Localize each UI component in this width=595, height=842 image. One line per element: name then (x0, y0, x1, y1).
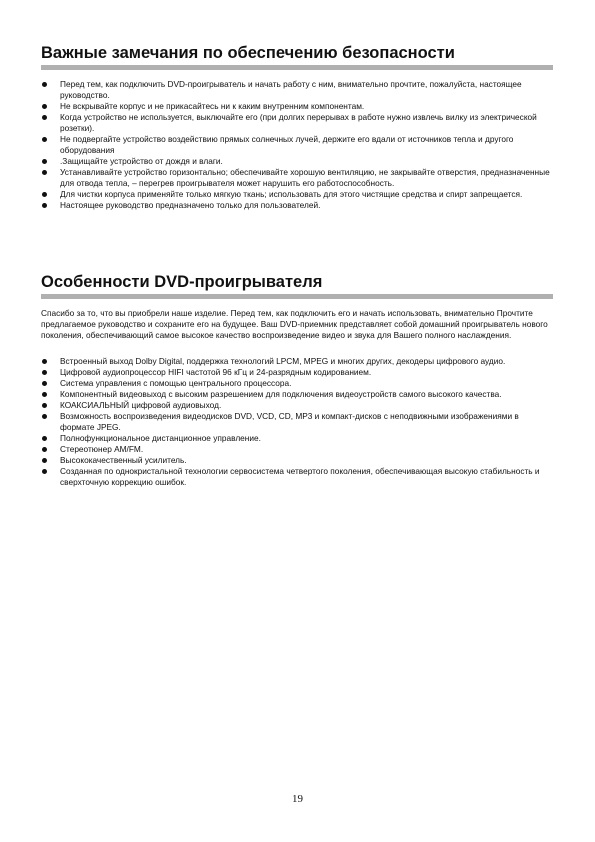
page-number: 19 (292, 793, 303, 805)
list-item: Перед тем, как подключить DVD-проигрыватель и начать работу с ним, внимательно прочтите, пожалуйста, настоящее руководство. (41, 79, 553, 101)
list-item: Для чистки корпуса применяйте только мягкую ткань; использовать для этого чистящие средства и спирт запрещается. (41, 189, 553, 200)
list-item: Возможность воспроизведения видеодисков DVD, VCD, CD, MP3 и компакт-дисков с неподвижными изображениями в формате JPEG. (41, 411, 553, 433)
features-section (41, 272, 553, 488)
list-item: Встроенный выход Dolby Digital, поддержка технологий LPCM, MPEG и многих других, декодеры цифрового аудио. (41, 356, 553, 367)
bullet-icon (42, 115, 47, 120)
features-intro: Спасибо за то, что вы приобрели наше изделие. Перед тем, как подключить его и начать использовать, внимательно Прочтите предлагаемое руководство и сохраните его на будущее. Ваш DVD-приемник представляет собой домашний проигрыватель нового поколения, обеспечивающий самое высокое качество воспроизведение видео и звука для Вашего полного наслаждения. (41, 308, 548, 340)
safety-heading: Важные замечания по обеспечению безопасности (41, 44, 455, 62)
bullet-icon (42, 436, 47, 441)
list-item: Не вскрывайте корпус и не прикасайтесь ни к каким внутренним компонентам. (41, 101, 553, 112)
features-heading-rule (41, 294, 553, 299)
safety-list (41, 79, 553, 211)
bullet-icon (42, 170, 47, 175)
list-item: Не подвергайте устройство воздействию прямых солнечных лучей, держите его вдали от источников тепла и другого оборудования (41, 134, 553, 156)
bullet-icon (42, 359, 47, 364)
safety-section (41, 43, 553, 211)
bullet-icon (42, 137, 47, 142)
bullet-icon (42, 469, 47, 474)
bullet-icon (42, 458, 47, 463)
features-list (41, 356, 553, 488)
features-heading: Особенности DVD-проигрывателя (41, 273, 323, 291)
bullet-icon (42, 381, 47, 386)
list-item: Стереотюнер AM/FM. (41, 444, 553, 455)
list-item: Полнофункциональное дистанционное управление. (41, 433, 553, 444)
bullet-icon (42, 403, 47, 408)
list-item: Компонентный видеовыход с высоким разрешением для подключения видеоустройств самого высокого качества. (41, 389, 553, 400)
bullet-icon (42, 82, 47, 87)
list-item: Устанавливайте устройство горизонтально; обеспечивайте хорошую вентиляцию, не закрывайте отверстия, предназначенные для отвода тепла, – перегрев проигрывателя может нарушить его работоспособность. (41, 167, 553, 189)
bullet-icon (42, 414, 47, 419)
bullet-icon (42, 192, 47, 197)
bullet-icon (42, 159, 47, 164)
bullet-icon (42, 370, 47, 375)
list-item: Настоящее руководство предназначено только для пользователей. (41, 200, 553, 211)
bullet-icon (42, 447, 47, 452)
list-item: Когда устройство не используется, выключайте его (при долгих перерывах в работе нужно извлечь вилку из электрической розетки). (41, 112, 553, 134)
list-item: Высококачественный усилитель. (41, 455, 553, 466)
list-item: Созданная по однокристальной технологии сервосистема четвертого поколения, обеспечивающая высокую стабильность и сверхточную коррекцию ошибок. (41, 466, 553, 488)
safety-heading-rule (41, 65, 553, 70)
list-item: Система управления с помощью центрального процессора. (41, 378, 553, 389)
list-item: .Защищайте устройство от дождя и влаги. (41, 156, 553, 167)
bullet-icon (42, 203, 47, 208)
bullet-icon (42, 104, 47, 109)
list-item: КОАКСИАЛЬНЫЙ цифровой аудиовыход. (41, 400, 553, 411)
list-item: Цифровой аудиопроцессор HIFI частотой 96 кГц и 24-разрядным кодированием. (41, 367, 553, 378)
bullet-icon (42, 392, 47, 397)
